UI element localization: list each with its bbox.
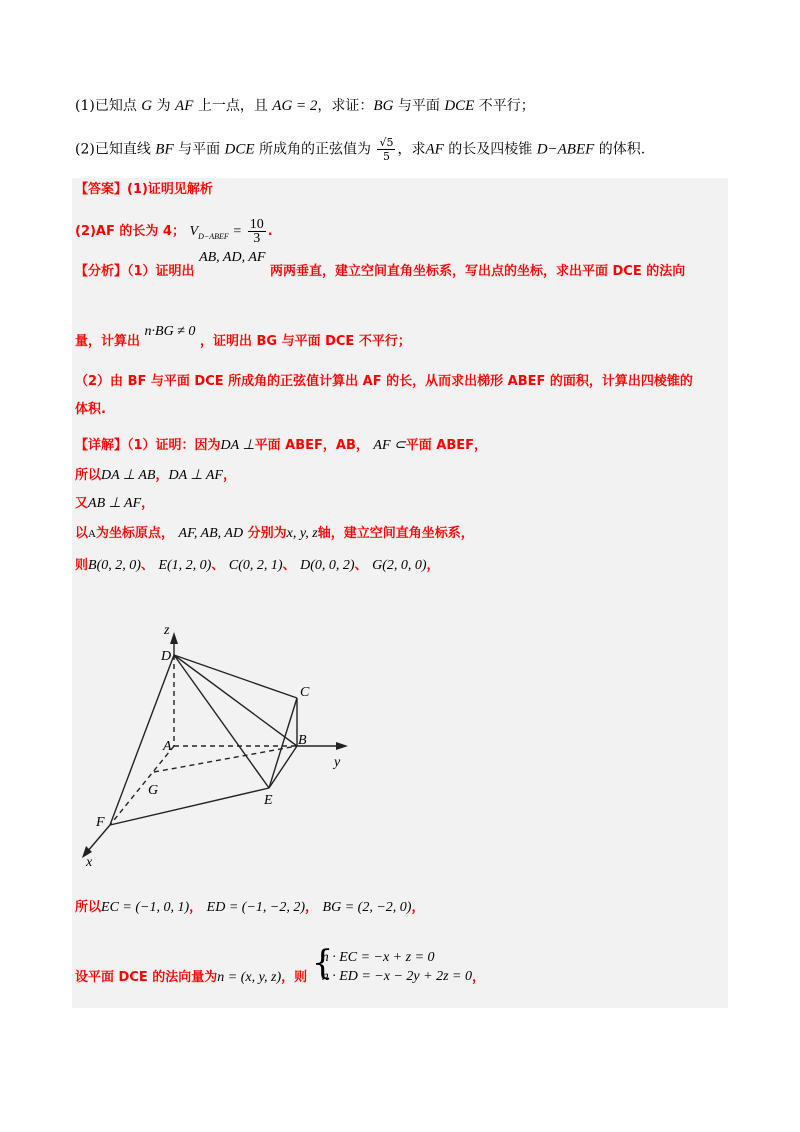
detail-line-1: 【详解】（1）证明：因为DA ⊥平面 ABEF，AB， AF ⊂平面 ABEF， xyxy=(75,438,488,453)
edge-DE xyxy=(174,655,269,788)
equation-system: { n · EC = −x + z = 0 n · ED = −x − 2y + 2z = 0 xyxy=(311,943,472,984)
answer-line-2: (2)AF 的长为 4； $V_{D-ABEF}$ = $\frac{10}{3}$ . xyxy=(75,217,273,246)
label-z: z xyxy=(164,623,170,638)
label-F: F xyxy=(96,815,105,830)
detail-line-2: 所以DA ⊥ AB，DA ⊥ AF， xyxy=(75,468,236,483)
sine-fraction: $\frac{√5}{5}$ xyxy=(379,136,394,163)
edge-BE xyxy=(269,746,297,788)
label-E: E xyxy=(264,793,273,808)
detail-line-4: 以A为坐标原点， AF, AB, AD 分别为x, y, z轴，建立空间直角坐标系， xyxy=(75,526,474,541)
label-B: B xyxy=(298,733,307,748)
pyramid-figure xyxy=(72,620,372,870)
analysis-line-3: （2）由 BF 与平面 DCE 所成角的正弦值计算出 AF 的长，从而求出梯形 ABEF 的面积，计算出四棱锥的 xyxy=(75,374,693,389)
label-x: x xyxy=(86,855,93,870)
label-C: C xyxy=(300,685,310,700)
y-arrowhead xyxy=(336,742,348,750)
detail-line-5: 则B(0, 2, 0)、 E(1, 2, 0)、 C(0, 2, 1)、 D(0, 0, 2)、 G(2, 0, 0)， xyxy=(75,558,440,573)
detail-line-3: 又AB ⊥ AF， xyxy=(75,496,155,511)
question-1: (1)已知点 G 为 AF 上一点，且 AG = 2，求证：BG 与平面 DCE 不平行； xyxy=(75,98,535,114)
edge-FE xyxy=(110,788,269,825)
label-D: D xyxy=(161,649,172,664)
edge-AF xyxy=(110,746,174,825)
question-2: (2)已知直线 BF 与平面 DCE 所成角的正弦值为 $\frac{√5}{5}$ ，求AF 的长及四棱锥 D−ABEF 的体积. xyxy=(75,136,646,163)
label-A: A xyxy=(163,739,172,754)
label-y: y xyxy=(334,755,341,770)
volume-fraction: $\frac{10}{3}$ xyxy=(249,217,264,246)
analysis-line-2: 量，计算出 n·BG ≠ 0 ，证明出 BG 与平面 DCE 不平行； xyxy=(75,324,411,349)
z-arrowhead xyxy=(170,632,178,644)
edge-DC xyxy=(174,655,297,698)
label-G: G xyxy=(148,783,159,798)
answer-label: 【答案】(1)证明见解析 xyxy=(75,182,213,197)
vectors-line: 所以EC = (−1, 0, 1)， ED = (−1, −2, 2)， BG = (2, −2, 0)， xyxy=(75,900,425,915)
edge-DB xyxy=(174,655,297,746)
analysis-line-1: 【分析】（1）证明出 AB, AD, AF 两两垂直，建立空间直角坐标系，写出点的坐标，求出平面 DCE 的法向 xyxy=(75,250,686,279)
analysis-line-4: 体积. xyxy=(75,402,106,417)
solution-panel xyxy=(72,178,728,1008)
normal-line: 设平面 DCE 的法向量为n = (x, y, z)，则 { n · EC = −x + z = 0 n · ED = −x − 2y + 2z = 0 ， xyxy=(75,943,485,985)
